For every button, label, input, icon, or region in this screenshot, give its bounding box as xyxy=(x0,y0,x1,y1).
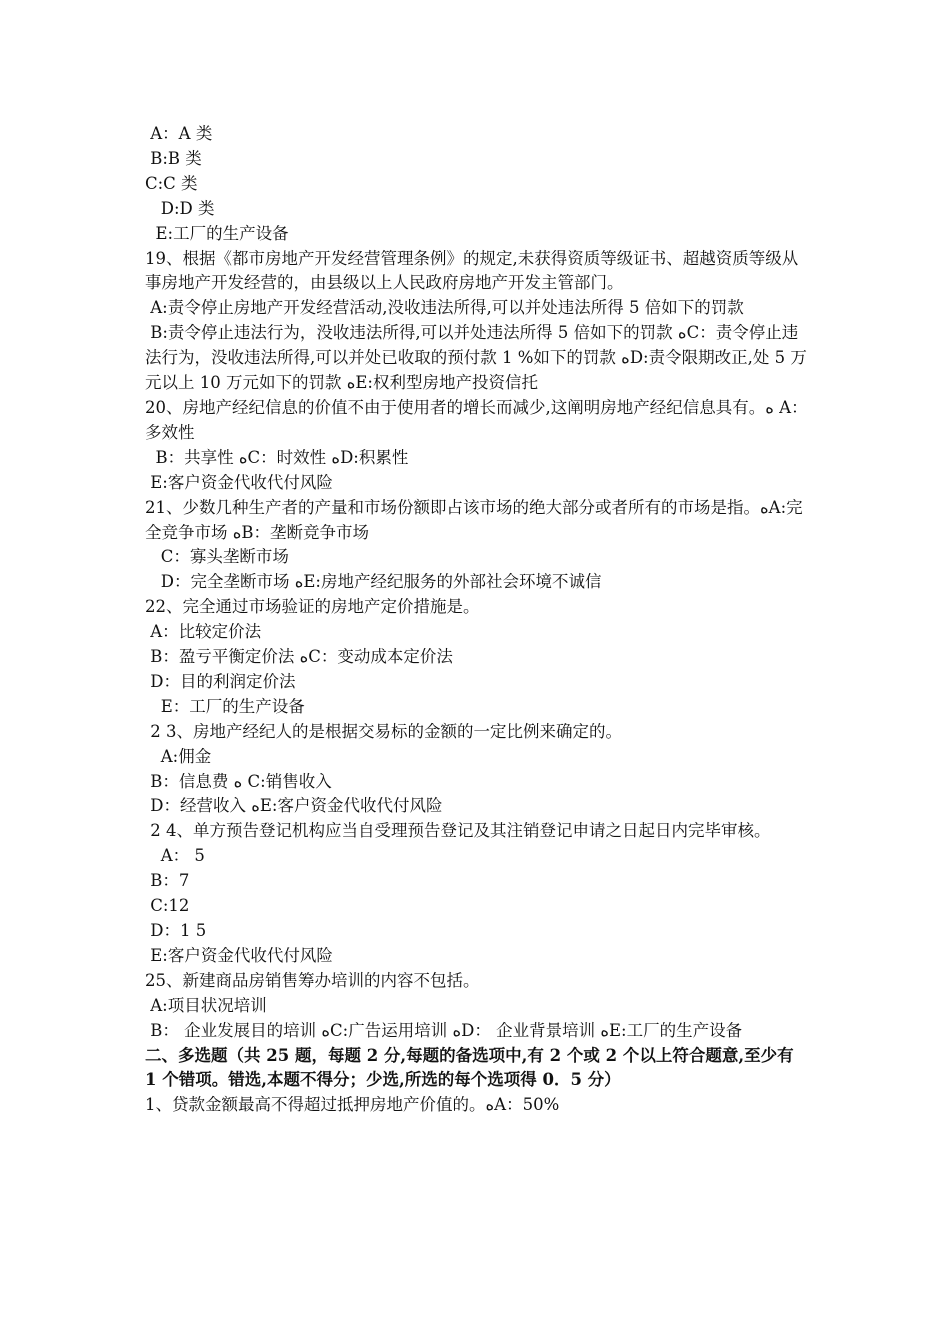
text-line: B：共享性 ﻩC：时效性 ﻩD:积累性 xyxy=(145,447,409,467)
text-line: 22、完全通过市场验证的房地产定价措施是。 xyxy=(145,597,480,617)
text-line: B：盈亏平衡定价法 ﻩC：变动成本定价法 xyxy=(145,647,453,667)
text-line: C:C 类 xyxy=(145,173,198,193)
text-line: B： 企业发展目的培训 ﻩC:广告运用培训 ﻩD： 企业背景培训 ﻩE:工厂的生产设备 xyxy=(145,1020,743,1040)
text-line: A：比较定价法 xyxy=(145,622,262,642)
text-line: E:客户资金代收代付风险 xyxy=(145,472,333,492)
text-line: D:D 类 xyxy=(145,198,215,218)
text-line: D：完全垄断市场 ﻩE:房地产经纪服务的外部社会环境不诚信 xyxy=(145,572,602,592)
text-line: E：工厂的生产设备 xyxy=(145,696,305,716)
text-line: B:责令停止违法行为，没收违法所得,可以并处违法所得 5 倍如下的罚款 ﻩC：责令停止违法行为，没收违法所得,可以并处已收取的预付款 1 %如下的罚款 ﻩD:责令限期改正,处 5 万元以上 10 万元如下的罚款 ﻩE:权利型房地产投资信托 xyxy=(145,323,807,393)
text-line: B:B 类 xyxy=(145,148,202,168)
section-heading: 二、多选题（共 25 题，每题 2 分,每题的备选项中,有 2 个或 2 个以上符合题意,至少有 1 个错项。错选,本题不得分；少选,所选的每个选项得 0．5 分） xyxy=(145,1045,800,1090)
text-line: C：寡头垄断市场 xyxy=(145,547,289,567)
text-line: A:责令停止房地产开发经营活动,没收违法所得,可以并处违法所得 5 倍如下的罚款 xyxy=(145,298,744,318)
text-line: 2 4、单方预告登记机构应当自受理预告登记及其注销登记申请之日起日内完毕审核。 xyxy=(145,821,771,841)
text-line: B：7 xyxy=(145,871,190,891)
text-line: 19、根据《都市房地产开发经营管理条例》的规定,未获得资质等级证书、超越资质等级从事房地产开发经营的，由县级以上人民政府房地产开发主管部门。 xyxy=(145,248,799,293)
text-line: 25、新建商品房销售筹办培训的内容不包括。 xyxy=(145,970,480,990)
text-line: A：A 类 xyxy=(145,124,213,143)
document-body xyxy=(145,122,810,1118)
text-line: E:客户资金代收代付风险 xyxy=(145,945,333,965)
text-line: 20、房地产经纪信息的价值不由于使用者的增长而减少,这阐明房地产经纪信息具有。ﻩ A：多效性 xyxy=(145,397,808,442)
text-line: A:项目状况培训 xyxy=(145,995,267,1015)
text-line: 2 3、房地产经纪人的是根据交易标的金额的一定比例来确定的。 xyxy=(145,721,622,741)
text-line: D：目的利润定价法 xyxy=(145,671,296,691)
text-line: C:12 xyxy=(145,896,190,916)
text-line: D：1 5 xyxy=(145,921,207,940)
text-line: 21、少数几种生产者的产量和市场份额即占该市场的绝大部分或者所有的市场是指。ﻩA:完全竞争市场 ﻩB：垄断竞争市场 xyxy=(145,497,803,542)
text-line: B：信息费 ﻩ C:销售收入 xyxy=(145,771,332,791)
text-line: E:工厂的生产设备 xyxy=(145,223,289,243)
text-line: D：经营收入 ﻩE:客户资金代收代付风险 xyxy=(145,796,443,816)
text-line: 1、贷款金额最高不得超过抵押房地产价值的。ﻩA：50% xyxy=(145,1095,560,1115)
text-line: A:佣金 xyxy=(145,746,212,766)
text-line: A： 5 xyxy=(145,846,205,866)
